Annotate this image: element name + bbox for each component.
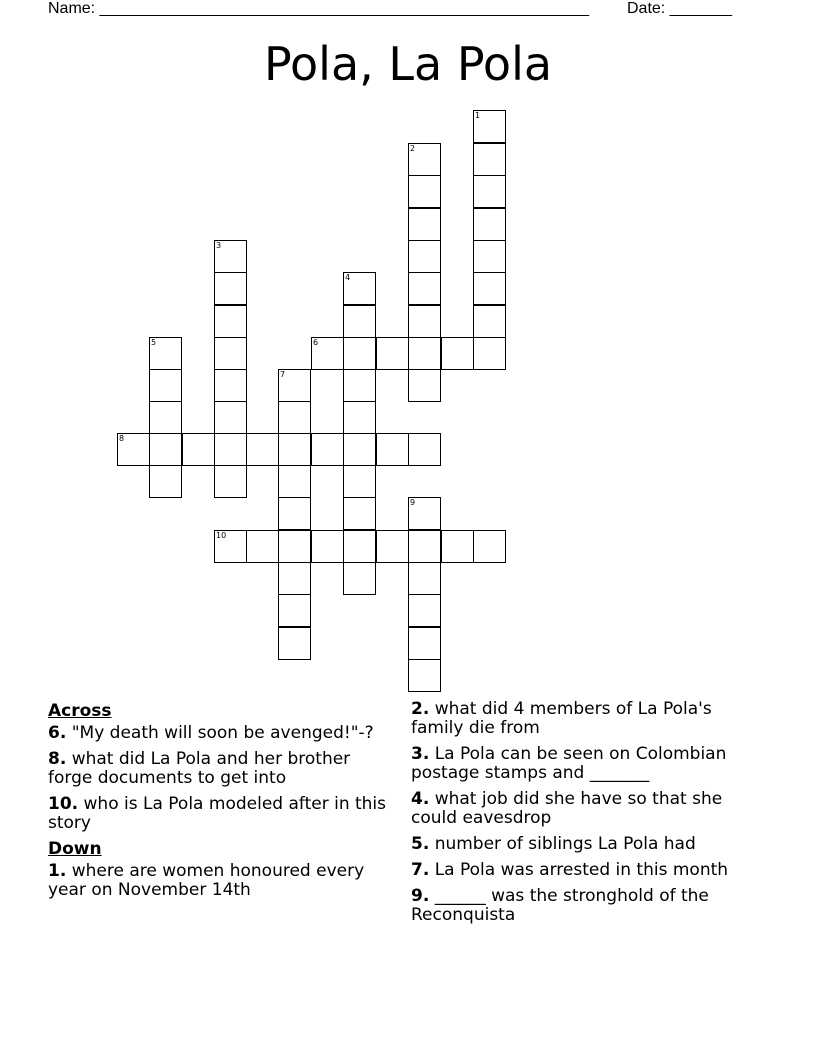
- grid-cell[interactable]: [311, 530, 344, 563]
- clue-down-2: 2. what did 4 members of La Pola's family die from: [411, 699, 712, 738]
- grid-cell[interactable]: [408, 369, 441, 402]
- grid-cell-4[interactable]: [343, 272, 376, 305]
- grid-cell[interactable]: [343, 465, 376, 498]
- grid-cell[interactable]: [408, 659, 441, 692]
- grid-cell[interactable]: [408, 272, 441, 305]
- grid-cell-10[interactable]: [214, 530, 247, 563]
- clue-across-10: 10. who is La Pola modeled after in this story: [48, 794, 387, 833]
- grid-cell-9[interactable]: [408, 497, 441, 530]
- grid-cell[interactable]: [149, 369, 182, 402]
- clue-number-9: 9: [410, 498, 416, 507]
- grid-cell[interactable]: [343, 337, 376, 370]
- clue-down-1: 1. where are women honoured every year on November 14th: [48, 861, 365, 900]
- grid-cell-6[interactable]: [311, 337, 344, 370]
- clues-left-column: [48, 700, 393, 907]
- grid-cell[interactable]: [473, 530, 506, 563]
- grid-cell[interactable]: [214, 465, 247, 498]
- grid-cell[interactable]: [343, 305, 376, 338]
- grid-cell[interactable]: [311, 433, 344, 466]
- grid-cell[interactable]: [278, 465, 311, 498]
- grid-cell[interactable]: [343, 497, 376, 530]
- grid-cell[interactable]: [343, 401, 376, 434]
- name-field-label: Name: _______________________________________________________: [48, 0, 589, 17]
- grid-cell[interactable]: [408, 594, 441, 627]
- grid-cell[interactable]: [376, 337, 409, 370]
- grid-cell[interactable]: [214, 369, 247, 402]
- grid-cell[interactable]: [149, 433, 182, 466]
- grid-cell[interactable]: [408, 175, 441, 208]
- grid-cell-2[interactable]: [408, 143, 441, 176]
- grid-cell[interactable]: [278, 401, 311, 434]
- clue-down-5: 5. number of siblings La Pola had: [411, 834, 696, 854]
- grid-cell[interactable]: [408, 240, 441, 273]
- grid-cell[interactable]: [441, 337, 474, 370]
- grid-cell-7[interactable]: [278, 369, 311, 402]
- clue-number-6: 6: [313, 338, 319, 347]
- clue-down-7: 7. La Pola was arrested in this month: [411, 860, 729, 880]
- grid-cell[interactable]: [408, 530, 441, 563]
- grid-cell[interactable]: [376, 530, 409, 563]
- grid-cell[interactable]: [214, 305, 247, 338]
- grid-cell[interactable]: [246, 530, 279, 563]
- grid-cell[interactable]: [376, 433, 409, 466]
- clue-across-8: 8. what did La Pola and her brother forge documents to get into: [48, 749, 351, 788]
- grid-cell-8[interactable]: [117, 433, 150, 466]
- grid-cell[interactable]: [278, 497, 311, 530]
- clues-right-column: [411, 700, 761, 932]
- grid-cell[interactable]: [473, 272, 506, 305]
- grid-cell[interactable]: [343, 433, 376, 466]
- grid-cell[interactable]: [343, 562, 376, 595]
- clue-number-7: 7: [280, 370, 286, 379]
- grid-cell[interactable]: [182, 433, 215, 466]
- grid-cell[interactable]: [441, 530, 474, 563]
- grid-cell-1[interactable]: [473, 110, 506, 143]
- clue-number-2: 2: [410, 144, 416, 153]
- grid-cell[interactable]: [246, 433, 279, 466]
- grid-cell[interactable]: [408, 562, 441, 595]
- grid-cell[interactable]: [473, 208, 506, 241]
- grid-cell[interactable]: [149, 401, 182, 434]
- grid-cell[interactable]: [278, 433, 311, 466]
- grid-cell[interactable]: [408, 305, 441, 338]
- grid-cell[interactable]: [343, 530, 376, 563]
- clue-down-4: 4. what job did she have so that she could eavesdrop: [411, 789, 723, 828]
- clue-number-10: 10: [216, 531, 227, 540]
- clue-number-3: 3: [216, 241, 222, 250]
- clue-down-3: 3. La Pola can be seen on Colombian postage stamps and _______: [411, 744, 727, 783]
- down-heading: Down: [48, 839, 102, 859]
- puzzle-title: Pola, La Pola: [263, 37, 553, 91]
- grid-cell[interactable]: [214, 337, 247, 370]
- grid-cell[interactable]: [214, 433, 247, 466]
- grid-cell[interactable]: [343, 369, 376, 402]
- clue-number-8: 8: [119, 434, 125, 443]
- grid-cell[interactable]: [278, 530, 311, 563]
- across-heading: Across: [48, 701, 112, 721]
- grid-cell[interactable]: [408, 337, 441, 370]
- grid-cell[interactable]: [473, 175, 506, 208]
- grid-cell-3[interactable]: [214, 240, 247, 273]
- clue-down-9: 9. ______ was the stronghold of the Reconquista: [411, 886, 709, 925]
- grid-cell[interactable]: [278, 594, 311, 627]
- grid-cell[interactable]: [278, 627, 311, 660]
- grid-cell[interactable]: [408, 433, 441, 466]
- grid-cell[interactable]: [473, 337, 506, 370]
- grid-cell[interactable]: [214, 272, 247, 305]
- grid-cell[interactable]: [473, 305, 506, 338]
- clue-number-4: 4: [345, 273, 351, 282]
- date-field-label: Date: _______: [627, 0, 732, 17]
- clue-across-6: 6. "My death will soon be avenged!"-?: [48, 723, 374, 743]
- grid-cell[interactable]: [149, 465, 182, 498]
- clue-number-1: 1: [475, 111, 481, 120]
- grid-cell[interactable]: [214, 401, 247, 434]
- grid-cell[interactable]: [408, 627, 441, 660]
- clue-number-5: 5: [151, 338, 157, 347]
- grid-cell[interactable]: [278, 562, 311, 595]
- grid-cell-5[interactable]: [149, 337, 182, 370]
- grid-cell[interactable]: [473, 240, 506, 273]
- grid-cell[interactable]: [408, 208, 441, 241]
- grid-cell[interactable]: [473, 143, 506, 176]
